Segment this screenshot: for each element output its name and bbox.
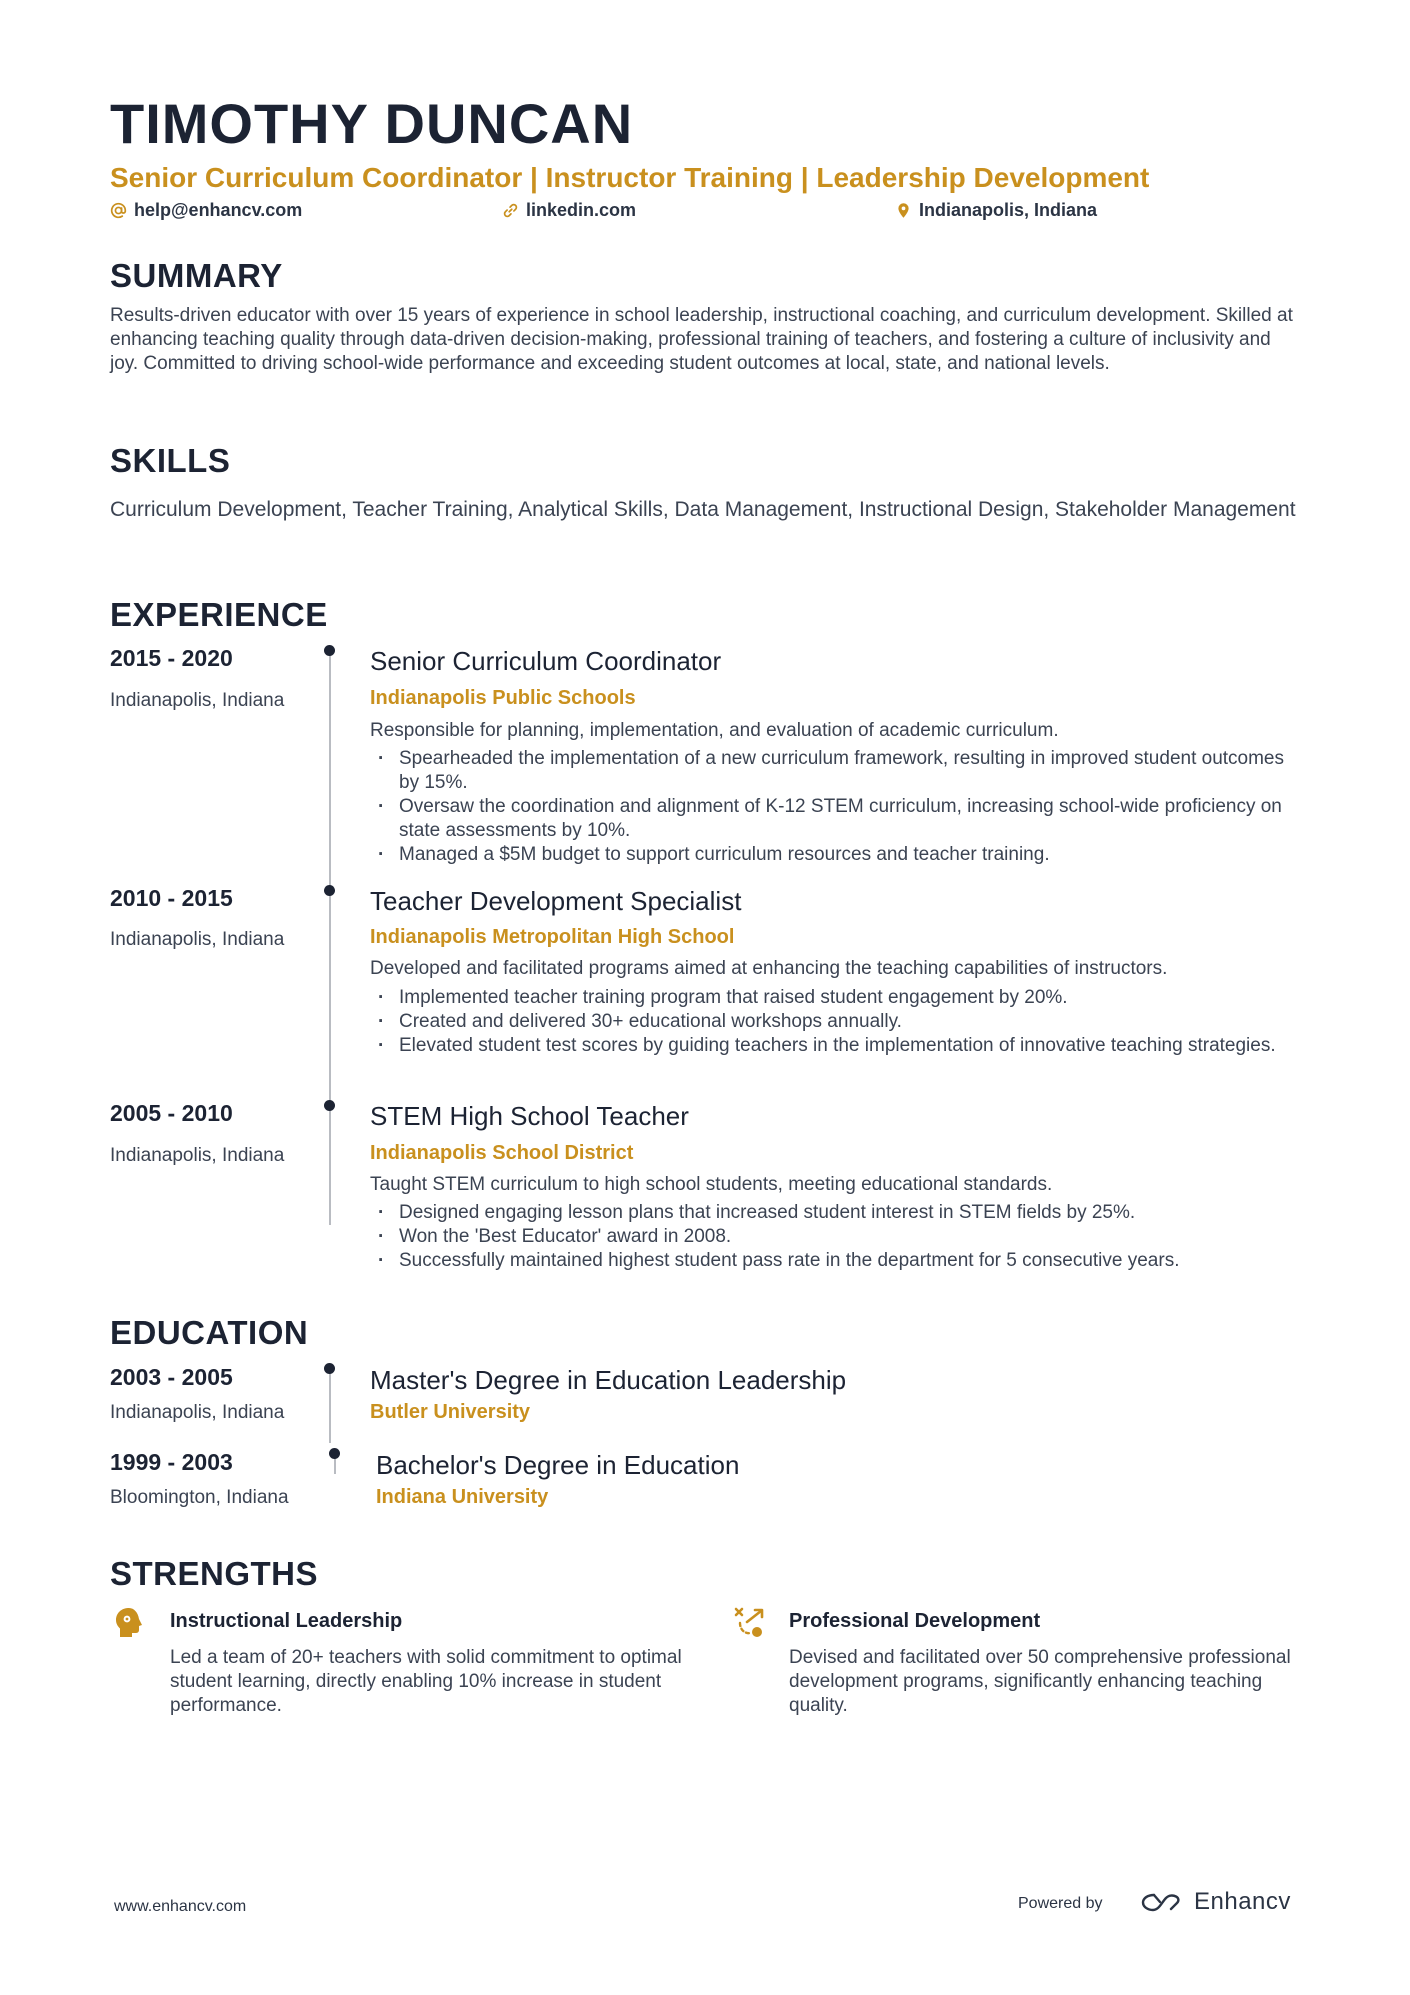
education-title: EDUCATION [110,1314,309,1351]
timeline-dot [324,1100,335,1111]
footer-powered-by: Powered by [1018,1895,1103,1912]
location-text: Indianapolis, Indiana [919,200,1098,220]
list-item: · Oversaw the coordination and alignment of K-12 STEM curriculum, increasing school-wide proficiency on state assessments by 10%. [370,795,1300,843]
at-sign-icon [110,202,127,219]
experience-description: Responsible for planning, implementation, and evaluation of academic curriculum. [370,720,1059,741]
strategy-icon [733,1606,767,1640]
education-dates: 2003 - 2005 [110,1364,233,1390]
list-item: · Spearheaded the implementation of a new curriculum framework, resulting in improved student outcomes by 15%. [370,747,1300,795]
summary-text: Results-driven educator with over 15 years of experience in school leadership, instructional coaching, and curriculum development. Skilled at enhancing teaching quality through data-driven decision-making, professional training of teachers, and fostering a culture of inclusivity and joy. Committed to driving school-wide performance and exceeding student outcomes at local, state, and national levels. [110,305,1293,374]
education-location: Indianapolis, Indiana [110,1402,285,1423]
experience-company: Indianapolis Metropolitan High School [370,926,735,948]
footer-website[interactable]: www.enhancv.com [114,1898,247,1915]
education-timeline [329,1368,331,1443]
experience-dates: 2010 - 2015 [110,885,233,911]
education-degree: Bachelor's Degree in Education [376,1450,740,1480]
contact-linkedin[interactable] [502,200,636,221]
email-text: help@enhancv.com [134,200,303,220]
timeline-dot [324,645,335,656]
timeline-dot [324,1363,335,1374]
headline: Senior Curriculum Coordinator | Instructor Training | Leadership Development [110,162,1150,193]
experience-role: Teacher Development Specialist [370,886,742,916]
candidate-name: TIMOTHY DUNCAN [110,92,634,155]
footer-brand[interactable] [1138,1888,1291,1916]
experience-bullets [370,986,1300,1058]
experience-dates: 2005 - 2010 [110,1100,233,1126]
experience-company: Indianapolis School District [370,1142,634,1164]
timeline-dot [329,1448,340,1459]
education-school: Butler University [370,1401,531,1423]
experience-location: Indianapolis, Indiana [110,1145,285,1166]
timeline-dot [324,885,335,896]
experience-description: Taught STEM curriculum to high school students, meeting educational standards. [370,1174,1053,1195]
contact-email[interactable] [110,200,302,221]
experience-title: EXPERIENCE [110,596,328,633]
experience-dates: 2015 - 2020 [110,645,233,671]
list-item: · Managed a $5M budget to support curriculum resources and teacher training. [370,843,1300,867]
experience-role: STEM High School Teacher [370,1101,689,1131]
education-school: Indiana University [376,1486,549,1508]
list-item: · Designed engaging lesson plans that increased student interest in STEM fields by 25%. [370,1201,1300,1225]
education-location: Bloomington, Indiana [110,1487,289,1508]
skills-title: SKILLS [110,442,231,479]
list-item: · Implemented teacher training program that raised student engagement by 20%. [370,986,1300,1010]
enhancv-logo-icon [1138,1888,1184,1916]
head-icon [112,1606,146,1640]
contact-location [895,200,1097,221]
strength-title: Instructional Leadership [170,1610,403,1632]
experience-location: Indianapolis, Indiana [110,929,285,950]
experience-bullets [370,1201,1300,1273]
footer-brand-name: Enhancv [1194,1888,1291,1915]
strength-title: Professional Development [789,1610,1041,1632]
experience-location: Indianapolis, Indiana [110,690,285,711]
strength-description: Devised and facilitated over 50 comprehensive professional development programs, significantly enhancing teaching quality. [789,1647,1291,1716]
experience-timeline [329,650,331,1225]
list-item: · Won the 'Best Educator' award in 2008. [370,1225,1300,1249]
list-item: · Created and delivered 30+ educational workshops annually. [370,1010,1300,1034]
summary-title: SUMMARY [110,257,283,294]
experience-bullets [370,747,1300,867]
list-item: · Elevated student test scores by guiding teachers in the implementation of innovative teaching strategies. [370,1034,1300,1058]
strength-description: Led a team of 20+ teachers with solid commitment to optimal student learning, directly enabling 10% increase in student performance. [170,1647,682,1716]
linkedin-text: linkedin.com [526,200,637,220]
strengths-title: STRENGTHS [110,1555,319,1592]
list-item: · Successfully maintained highest student pass rate in the department for 5 consecutive years. [370,1249,1300,1273]
experience-description: Developed and facilitated programs aimed at enhancing the teaching capabilities of instructors. [370,958,1168,979]
link-icon [502,202,519,219]
experience-company: Indianapolis Public Schools [370,687,636,709]
experience-role: Senior Curriculum Coordinator [370,646,722,676]
location-pin-icon [895,202,912,219]
skills-text: Curriculum Development, Teacher Training, Analytical Skills, Data Management, Instructional Design, Stakeholder Management [110,498,1296,521]
education-dates: 1999 - 2003 [110,1449,233,1475]
education-degree: Master's Degree in Education Leadership [370,1365,847,1395]
